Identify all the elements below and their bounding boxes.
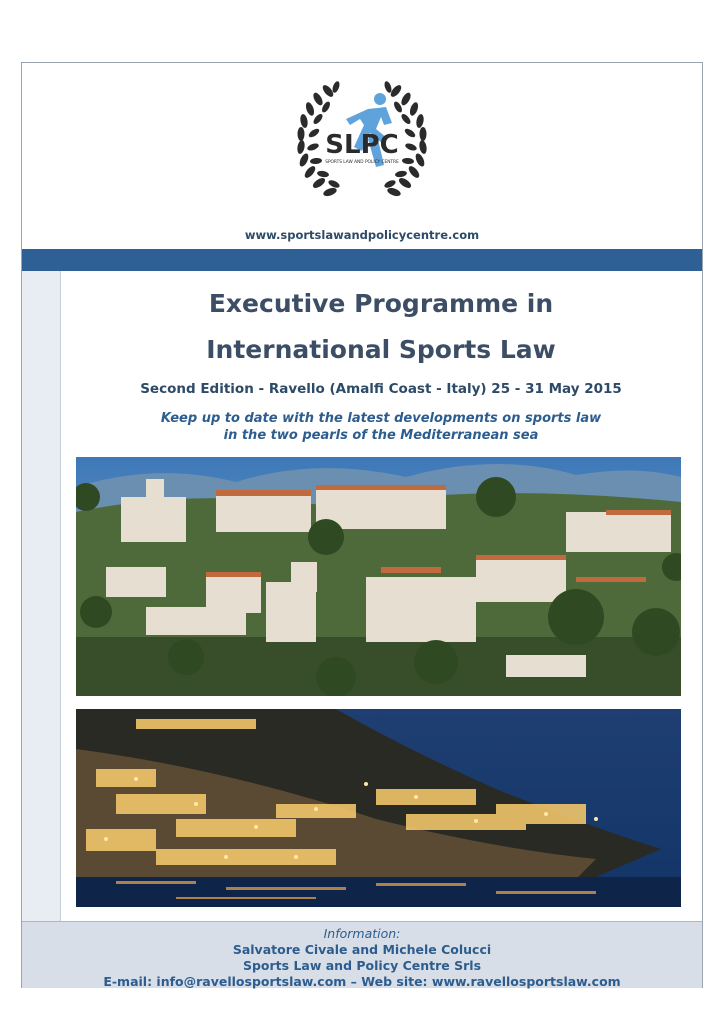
slpc-logo bbox=[288, 77, 436, 217]
page-frame bbox=[21, 62, 703, 988]
website-url[interactable]: www.sportslawandpolicycentre.com bbox=[244, 228, 480, 242]
footer-org: Sports Law and Policy Centre Srls bbox=[242, 958, 482, 973]
header bbox=[22, 63, 702, 249]
left-margin-strip bbox=[22, 271, 61, 921]
tagline-line-1: Keep up to date with the latest developments on sports law bbox=[160, 411, 602, 426]
title-line-1: Executive Programme in bbox=[208, 289, 554, 318]
footer-contact[interactable]: E-mail: info@ravellosportslaw.com – Web site: www.ravellosportslaw.com bbox=[103, 974, 621, 989]
ravello-photo bbox=[76, 457, 681, 696]
footer bbox=[22, 921, 702, 988]
title-line-2: International Sports Law bbox=[206, 335, 556, 364]
footer-info-label: Information: bbox=[323, 926, 401, 941]
edition-info: Second Edition - Ravello (Amalfi Coast - Italy) 25 - 31 May 2015 bbox=[140, 381, 622, 397]
footer-names: Salvatore Civale and Michele Colucci bbox=[232, 942, 492, 957]
logo-full-name: SPORTS LAW AND POLICY CENTRE bbox=[325, 160, 399, 165]
tagline-line-2: in the two pearls of the Mediterranean sea bbox=[223, 428, 539, 443]
header-band bbox=[22, 249, 702, 271]
amalfi-night-photo bbox=[76, 709, 681, 907]
logo-acronym: SLPC bbox=[325, 130, 399, 160]
